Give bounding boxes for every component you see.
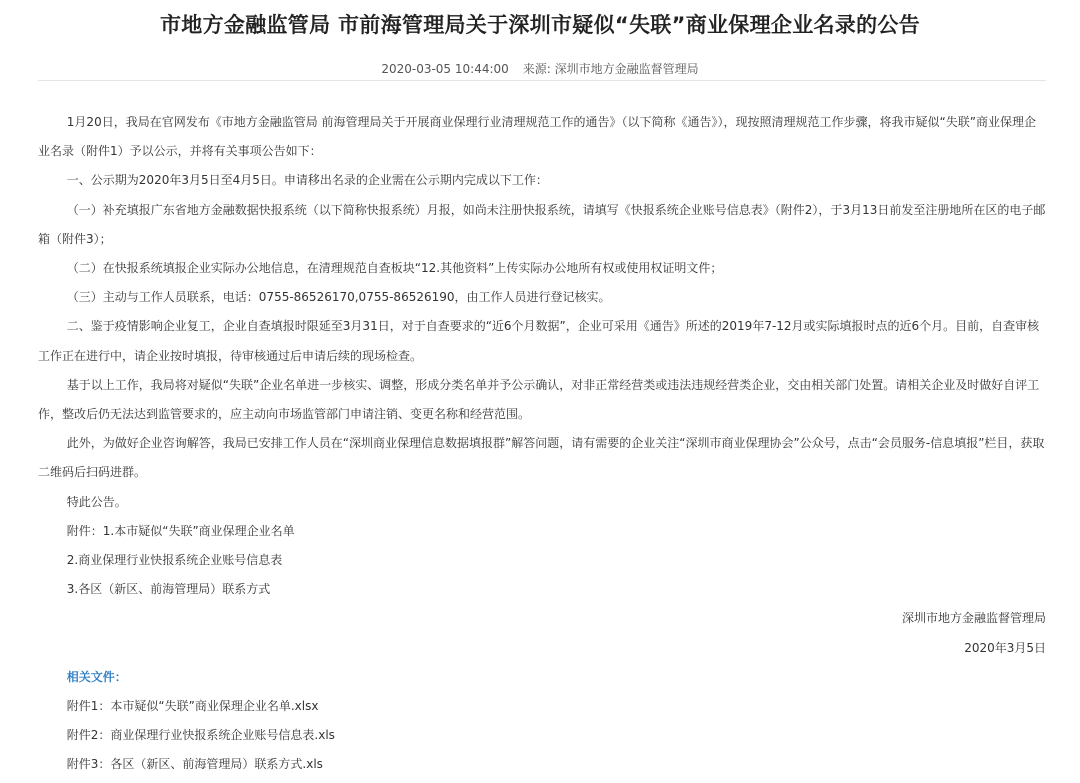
related-files-label: [38, 663, 1046, 692]
related-file-item: [38, 750, 1046, 779]
attachment-line-3: 3.各区（新区、前海管理局）联系方式: [66, 582, 271, 597]
article-body: [38, 108, 1046, 780]
related-file-item: [38, 721, 1046, 750]
related-file-link-1[interactable]: 附件1：本市疑似“失联”商业保理企业名单.xlsx: [66, 699, 319, 714]
source-name: 深圳市地方金融监督管理局: [554, 62, 699, 76]
title-divider: [38, 80, 1046, 81]
attachment-line-1: 附件：1.本市疑似“失联”商业保理企业名单: [66, 523, 295, 538]
signature-date: 2020年3月5日: [964, 640, 1046, 655]
source-label: 来源:: [522, 62, 551, 76]
paragraph-sub-3: （三）主动与工作人员联系，电话：0755-86526170,0755-86526190，由工作人员进行登记核实。: [66, 290, 611, 305]
paragraph-sub-1: （一）补充填报广东省地方金融数据快报系统（以下简称快报系统）月报，如尚未注册快报系统，请填写《快报系统企业账号信息表》（附件2），于3月13日前发至注册地所在区的电子邮箱（附件3）；: [38, 202, 1046, 246]
article-meta: [0, 60, 1080, 77]
article-title: 市地方金融监管局 市前海管理局关于深圳市疑似“失联”商业保理企业名录的公告: [159, 13, 920, 37]
related-file-link-3[interactable]: 附件3：各区（新区、前海管理局）联系方式.xls: [66, 757, 323, 772]
related-file-link-2[interactable]: 附件2：商业保理行业快报系统企业账号信息表.xls: [66, 728, 335, 743]
signature: 深圳市地方金融监督管理局: [901, 611, 1046, 626]
paragraph-item-1: 一、公示期为2020年3月5日至4月5日。申请移出名录的企业需在公示期内完成以下工作：: [66, 173, 548, 188]
related-file-item: [38, 692, 1046, 721]
attachment-line-2: 2.商业保理行业快报系统企业账号信息表: [66, 553, 283, 568]
paragraph-sub-2: （二）在快报系统填报企业实际办公地信息，在清理规范自查板块“12.其他资料”上传实际办公地所有权或使用权证明文件；: [66, 261, 723, 276]
publish-date: 2020-03-05 10:44:00: [381, 62, 509, 76]
related-files-heading: 相关文件：: [66, 669, 127, 684]
paragraph-closing: 特此公告。: [66, 494, 127, 509]
paragraph-followup: 基于以上工作，我局将对疑似“失联”企业名单进一步核实、调整，形成分类名单并予公示确认，对非正常经营类或违法违规经营类企业，交由相关部门处置。请相关企业及时做好自评工作，整改后仍无法达到监管要求的，应主动向市场监管部门申请注销、变更名称和经营范围。: [38, 377, 1040, 422]
paragraph-item-2: 二、鉴于疫情影响企业复工，企业自查填报时限延至3月31日，对于自查要求的“近6个月数据”，企业可采用《通告》所述的2019年7-12月或实际填报时点的近6个月。目前，自查审核工作正在进行中，请企业按时填报，待审核通过后申请后续的现场检查。: [38, 319, 1040, 363]
paragraph-intro: 1月20日，我局在官网发布《市地方金融监管局 前海管理局关于开展商业保理行业清理规范工作的通告》（以下简称《通告》），现按照清理规范工作步骤，将我市疑似“失联”商业保理企业名录（附件1）予以公示，并将有关事项公告如下：: [38, 115, 1036, 159]
paragraph-consult: 此外，为做好企业咨询解答，我局已安排工作人员在“深圳商业保理信息数据填报群”解答问题，请有需要的企业关注“深圳市商业保理协会”公众号，点击“会员服务-信息填报”栏目，获取二维码后扫码进群。: [38, 436, 1045, 480]
